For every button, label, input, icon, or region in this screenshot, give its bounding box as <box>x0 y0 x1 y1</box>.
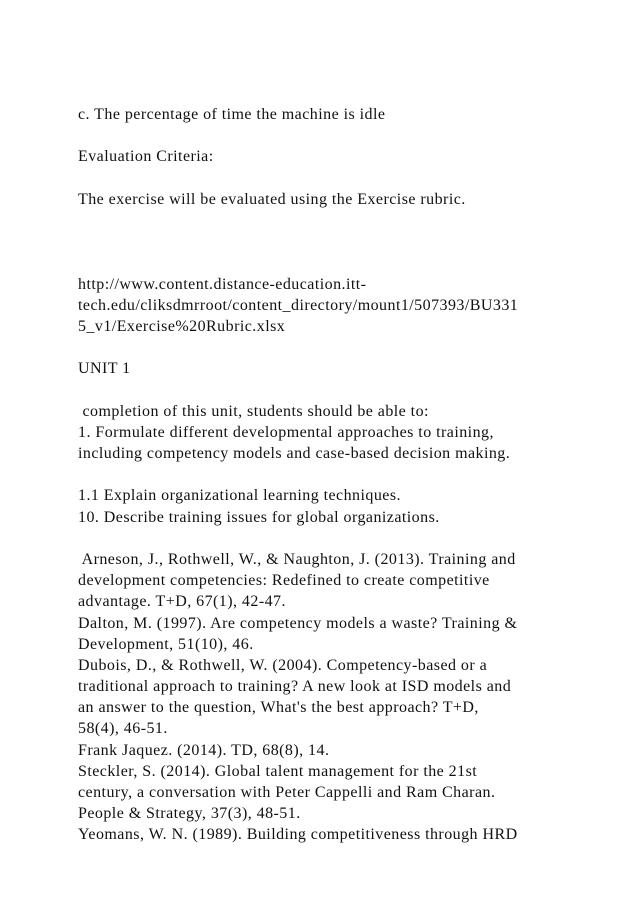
evaluation-criteria-heading: Evaluation Criteria: <box>78 148 214 166</box>
reference-line: Dalton, M. (1997). Are competency models a waste? Training & <box>78 614 518 632</box>
evaluation-text: The exercise will be evaluated using the Exercise rubric. <box>78 190 466 208</box>
reference-line: an answer to the question, What's the best approach? T+D, <box>78 699 479 717</box>
reference-line: Frank Jaquez. (2014). TD, 68(8), 14. <box>78 741 330 759</box>
rubric-url-line-1: http://www.content.distance-education.itt- <box>78 275 367 293</box>
reference-line: century, a conversation with Peter Cappelli and Ram Charan. <box>78 784 496 802</box>
reference-line: Arneson, J., Rothwell, W., & Naughton, J. (2013). Training and <box>78 550 516 568</box>
reference-line: advantage. T+D, 67(1), 42-47. <box>78 593 286 611</box>
reference-line: 58(4), 46-51. <box>78 720 168 738</box>
objective-10: 10. Describe training issues for global organizations. <box>78 508 440 526</box>
reference-line: development competencies: Redefined to create competitive <box>78 572 490 590</box>
objective-1-1: 1.1 Explain organizational learning techniques. <box>78 487 401 505</box>
reference-line: Steckler, S. (2014). Global talent management for the 21st <box>78 762 478 780</box>
rubric-url-line-3: 5_v1/Exercise%20Rubric.xlsx <box>78 317 286 335</box>
reference-line: Yeomans, W. N. (1989). Building competitiveness through HRD <box>78 826 518 844</box>
reference-line: People & Strategy, 37(3), 48-51. <box>78 805 301 823</box>
question-item-c: c. The percentage of time the machine is idle <box>78 106 386 123</box>
unit-heading: UNIT 1 <box>78 360 131 378</box>
objectives-intro: completion of this unit, students should be able to: <box>78 402 429 420</box>
objective-1-line-2: including competency models and case-based decision making. <box>78 445 511 463</box>
rubric-url-line-2: tech.edu/cliksdmrroot/content_directory/mount1/507393/BU331 <box>78 296 519 314</box>
reference-line: Development, 51(10), 46. <box>78 635 254 653</box>
reference-line: Dubois, D., & Rothwell, W. (2004). Competency-based or a <box>78 656 488 674</box>
objective-1-line-1: 1. Formulate different developmental approaches to training, <box>78 423 494 441</box>
document-body <box>78 104 618 846</box>
reference-line: traditional approach to training? A new look at ISD models and <box>78 678 512 696</box>
